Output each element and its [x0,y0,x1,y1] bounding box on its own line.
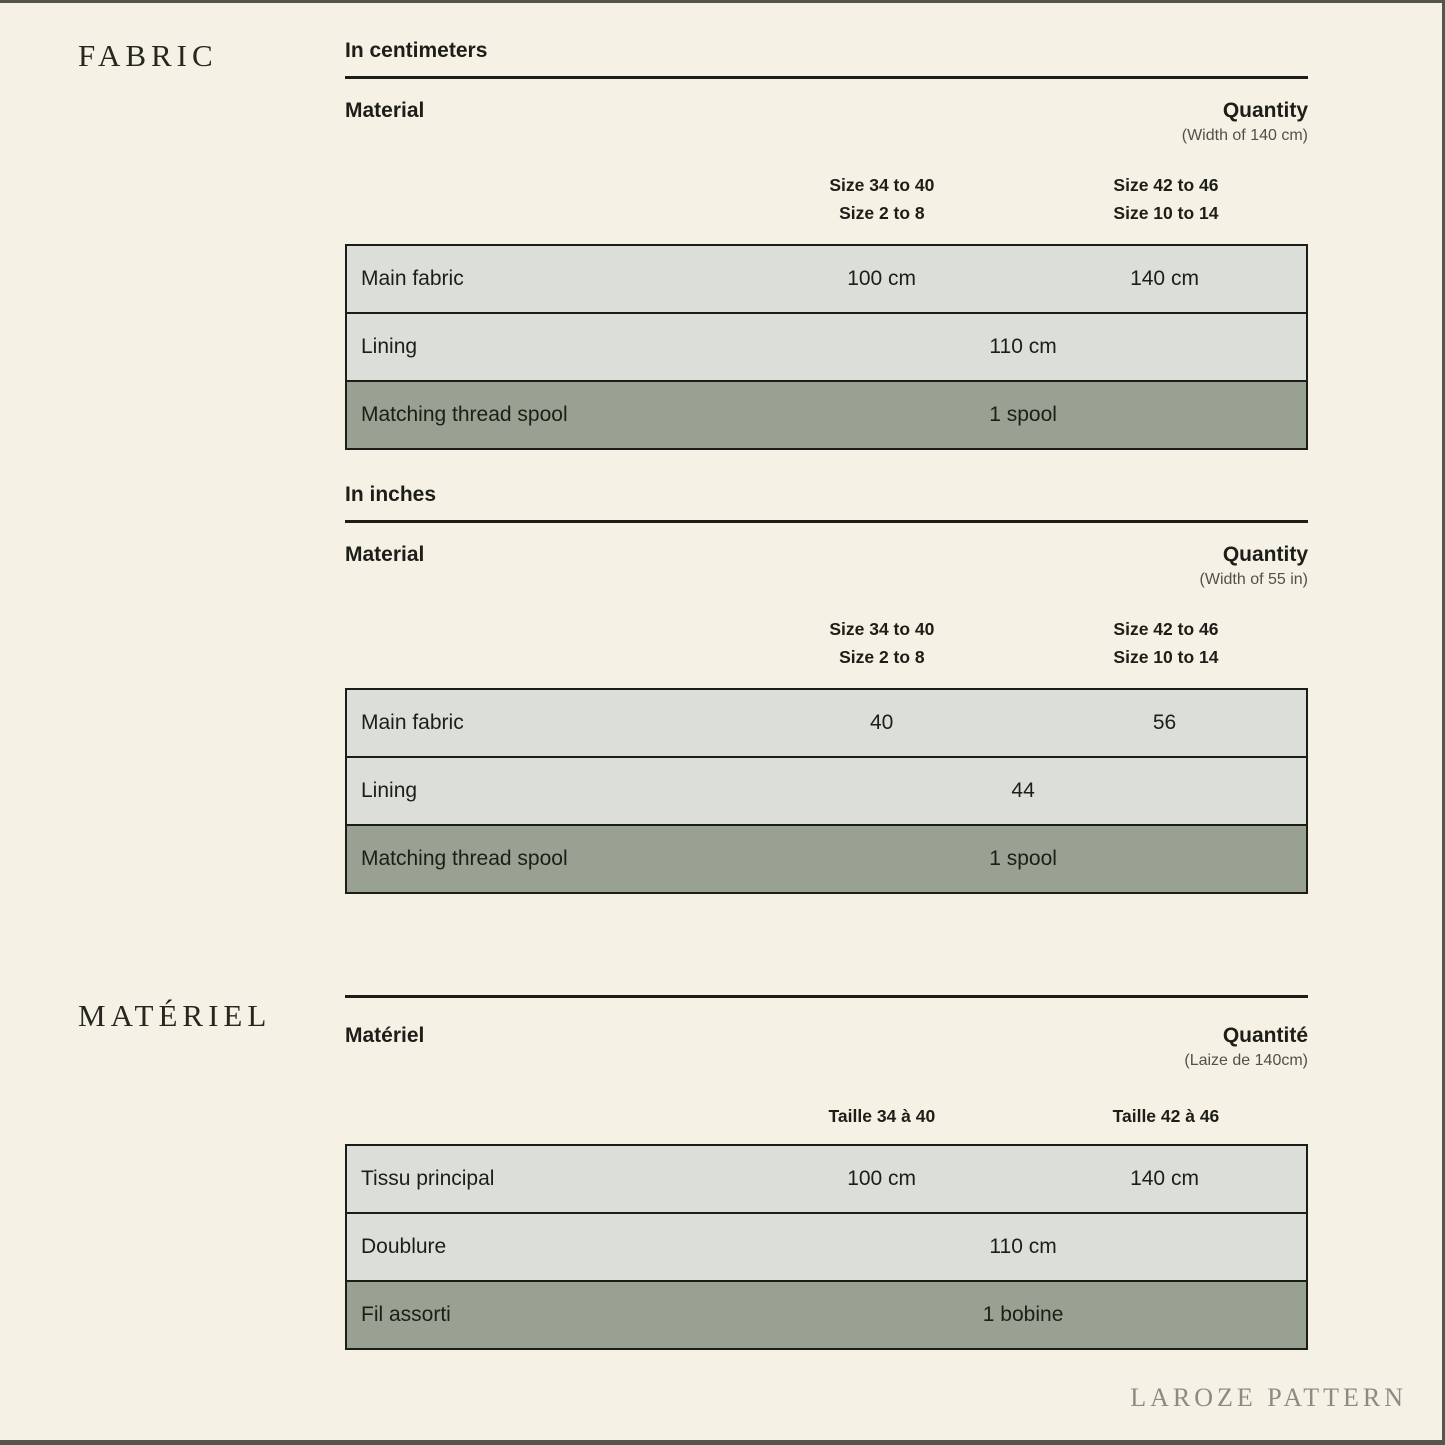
unit-title-inches: In inches [345,483,437,506]
size-line: Size 42 to 46 [1113,619,1219,639]
row-label: Lining [361,779,418,802]
size-columns-row [345,615,1308,671]
size-line: Size 2 to 8 [839,647,925,667]
width-note: (Laize de 140cm) [1184,1052,1308,1069]
row-label: Main fabric [361,711,464,734]
row-label: Fil assorti [361,1303,451,1326]
row-value: 40 [869,711,894,734]
section-centimeters [345,38,1308,450]
width-note: (Width of 140 cm) [1181,127,1308,144]
row-label: Doublure [361,1235,447,1258]
row-label: Tissu principal [361,1167,495,1190]
size-line: Size 34 to 40 [829,175,935,195]
size-column-a [740,171,1024,227]
material-header: Matériel [345,1024,425,1047]
section-materiel-fr [345,995,1308,1350]
row-label: Matching thread spool [361,847,568,870]
section-label-materiel: MATÉRIEL [78,998,272,1033]
size-line: Taille 42 à 46 [1112,1106,1220,1126]
section-label-fabric: FABRIC [78,38,218,73]
quantity-header: Quantity [1222,99,1308,122]
size-line: Taille 34 à 40 [828,1106,936,1126]
row-value: 44 [1011,779,1035,802]
fabric-table-cm [345,244,1308,450]
size-line: Size 2 to 8 [839,203,925,223]
unit-title-cm: In centimeters [345,39,488,62]
table-row [347,824,1306,892]
row-label: Lining [361,335,418,358]
size-line: Size 42 to 46 [1113,175,1219,195]
row-label: Matching thread spool [361,403,568,426]
table-row [347,756,1306,824]
page-edge-bottom [0,1440,1445,1445]
row-value: 110 cm [989,335,1057,358]
divider-rule [345,76,1308,79]
table-row [347,1280,1306,1348]
table-row [347,312,1306,380]
size-spacer [345,171,740,227]
table-row [347,1146,1306,1212]
material-header: Material [345,543,425,566]
row-value: 56 [1152,711,1177,734]
size-spacer [345,615,740,671]
table-header-row [345,1023,1308,1049]
table-header-row [345,542,1308,568]
page-edge-top [0,0,1445,3]
quantity-header: Quantity [1222,543,1308,566]
material-header: Material [345,99,425,122]
size-line: Size 10 to 14 [1113,203,1219,223]
row-value: 100 cm [847,1167,917,1190]
table-header-row [345,98,1308,124]
divider-rule [345,995,1308,998]
row-value: 100 cm [847,267,917,290]
row-value: 140 cm [1130,267,1199,290]
table-row [347,690,1306,756]
section-inches [345,482,1308,894]
table-row [347,246,1306,312]
table-row [347,1212,1306,1280]
row-value: 110 cm [989,1235,1057,1258]
size-columns-row [345,171,1308,227]
size-spacer [345,1102,740,1130]
size-line: Size 10 to 14 [1113,647,1219,667]
fabric-table-inches [345,688,1308,894]
brand-watermark: LAROZE PATTERN [1130,1383,1407,1412]
row-label: Main fabric [361,267,464,290]
divider-rule [345,520,1308,523]
quantity-header: Quantité [1222,1024,1308,1047]
fabric-table-fr [345,1144,1308,1350]
size-columns-row [345,1102,1308,1130]
row-value: 1 bobine [982,1303,1064,1326]
row-value: 140 cm [1130,1167,1199,1190]
size-column-a [740,615,1024,671]
width-note: (Width of 55 in) [1199,571,1308,588]
row-value: 1 spool [989,847,1057,870]
table-row [347,380,1306,448]
size-column-b [1024,171,1308,227]
size-line: Size 34 to 40 [829,619,935,639]
size-column-a [740,1102,1024,1130]
size-column-b [1024,615,1308,671]
row-value: 1 spool [989,403,1057,426]
size-column-b [1024,1102,1308,1130]
